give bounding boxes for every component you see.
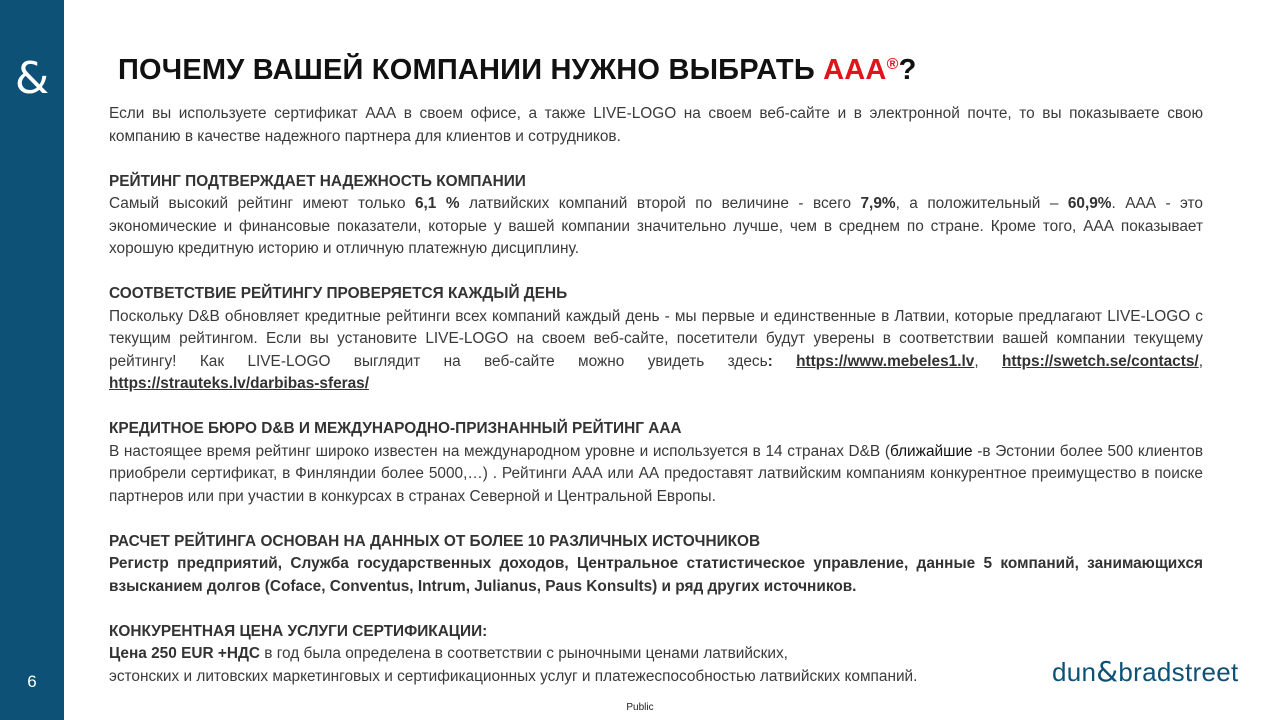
- title-aaa: AAA: [823, 54, 887, 86]
- price-heading: КОНКУРЕНТНАЯ ЦЕНА УСЛУГИ СЕРТИФИКАЦИИ:: [109, 622, 488, 640]
- dnb-brand-logo: dun&bradstreet: [1052, 655, 1239, 688]
- reliability-paragraph: Самый высокий рейтинг имеют только 6,1 % латвийских компаний второй по величине - всего 7,9%, а положительный – 60,9%. ААА - это экономические и финансовые показатели, которые у вашей компании значительно лучше, чем в среднем по стране. Кроме того, ААА показывает хорошую кредитную историю и отличную платежную дисциплину.: [109, 195, 1203, 257]
- price-line-2: эстонских и литовских маркетинговых и сертификационных услуг и платежеспособностью латвийских компаний.: [109, 667, 918, 685]
- stat-aaa-share: 6,1 %: [414, 195, 460, 212]
- price-value: Цена 250 EUR +НДС: [109, 645, 261, 662]
- ampersand-logo-icon: &: [14, 53, 50, 104]
- slide-body: [109, 103, 1203, 688]
- link-mebeles1[interactable]: https://www.mebeles1.lv: [796, 352, 975, 370]
- daily-check-heading: СООТВЕТСТВИЕ РЕЙТИНГУ ПРОВЕРЯЕТСЯ КАЖДЫЙ ДЕНЬ: [109, 285, 568, 302]
- bureau-heading: КРЕДИТНОЕ БЮРО D&B И МЕЖДУНАРОДНО-ПРИЗНАННЫЙ РЕЙТИНГ ААА: [109, 420, 682, 437]
- reliability-heading: РЕЙТИНГ ПОДТВЕРЖДАЕТ НАДЕЖНОСТЬ КОМПАНИИ: [109, 172, 526, 190]
- title-suffix: ?: [898, 54, 917, 86]
- daily-check-paragraph: Поскольку D&B обновляет кредитные рейтинги всех компаний каждый день - мы первые и единственные в Латвии, которые предлагают LIVE-LOGO с текущим рейтингом. Если вы установите LIVE-LOGO на своем веб-сайте, посетители будут уверены в соответствии вашей компании текущему рейтингу! Как LIVE-LOGO выглядит на веб-сайте можно увидеть здесь: https://www.mebeles1.lv, https://swetch.se/contacts/, https://strauteks.lv/darbibas-sferas/: [109, 307, 1203, 392]
- sources-paragraph: Регистр предприятий, Служба государственных доходов, Центральное статистическое управление, данные 5 компаний, занимающихся взысканием долгов (Coface, Conventus, Intrum, Julianus, Paus Konsults) и ряд других источников.: [109, 555, 1203, 595]
- brand-ampersand-icon: &: [1096, 655, 1119, 688]
- title-prefix: ПОЧЕМУ ВАШЕЙ КОМПАНИИ НУЖНО ВЫБРАТЬ: [118, 54, 824, 86]
- link-strauteks[interactable]: https://strauteks.lv/darbibas-sferas/: [109, 375, 370, 392]
- bureau-paragraph: В настоящее время рейтинг широко известен на международном уровне и используется в 14 странах D&B (ближайшие -в Эстонии более 500 клиентов приобрели сертификат, в Финляндии более 5000,…) . Рейтинги ААА или АА предоставят латвийским компаниям конкурентное преимущество в поиске партнеров или при участии в конкурсах в странах Северной и Центральной Европы.: [109, 442, 1203, 505]
- classification-label: Public: [626, 702, 654, 713]
- registered-mark: ®: [886, 56, 899, 73]
- link-swetch[interactable]: https://swetch.se/contacts/: [1002, 352, 1199, 370]
- slide-title: [118, 54, 917, 87]
- intro-paragraph: Если вы используете сертификат ААА в своем офисе, а также LIVE-LOGO на своем веб-сайте и в электронной почте, то вы показываете свою компанию в качестве надежного партнера для клиентов и сотрудников.: [109, 105, 1203, 145]
- sources-heading: РАСЧЕТ РЕЙТИНГА ОСНОВАН НА ДАННЫХ ОТ БОЛЕЕ 10 РАЗЛИЧНЫХ ИСТОЧНИКОВ: [109, 532, 761, 550]
- price-line-1: Цена 250 EUR +НДС в год была определена в соответствии с рыночными ценами латвийских,: [109, 645, 788, 662]
- sidebar-band: [0, 0, 64, 720]
- stat-second-share: 7,9%: [860, 195, 896, 212]
- stat-positive-share: 60,9%: [1067, 195, 1112, 212]
- page-number: 6: [27, 672, 37, 691]
